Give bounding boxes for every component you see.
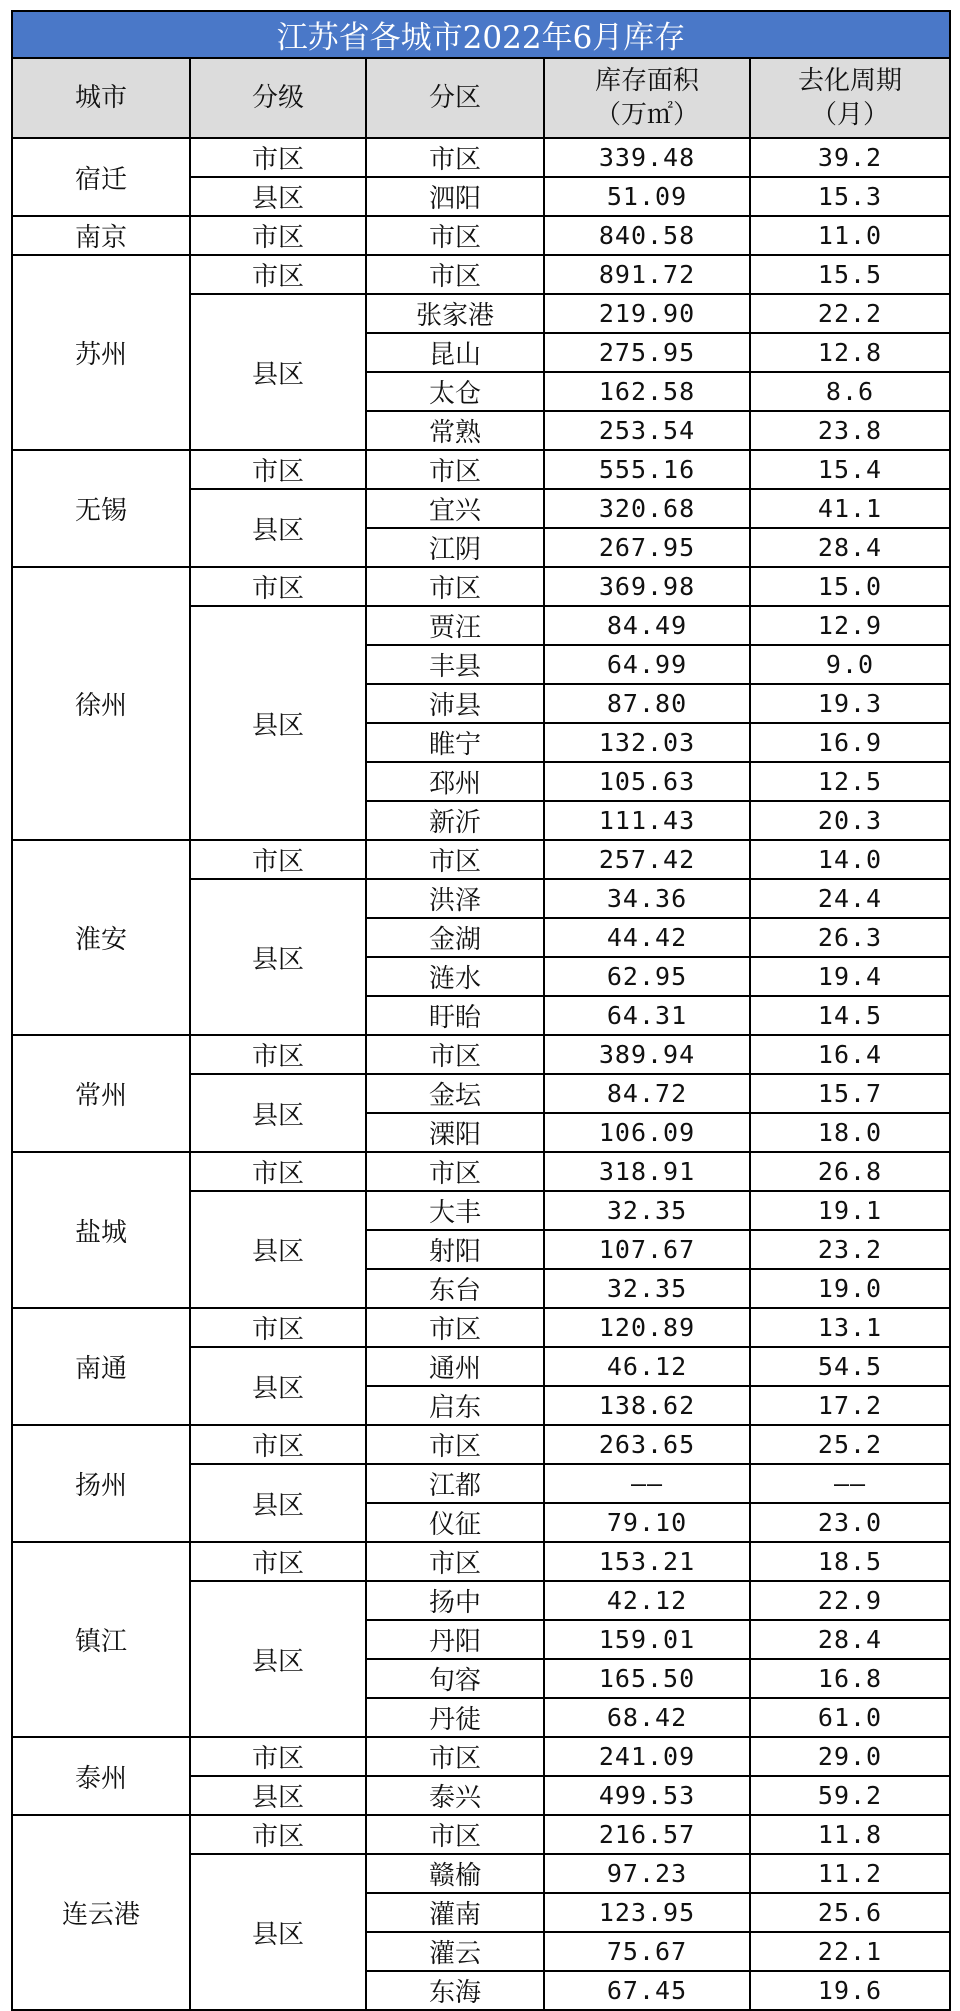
table-body [12,11,950,2010]
inventory-area-cell: 97.23 [544,1854,750,1893]
level-cell: 县区 [190,606,366,840]
level-cell: 市区 [190,1815,366,1854]
inventory-area-cell: 123.95 [544,1893,750,1932]
inventory-area-cell: 132.03 [544,723,750,762]
inventory-area-cell: 159.01 [544,1620,750,1659]
sell-cycle-cell: 15.4 [750,450,950,489]
level-cell: 县区 [190,294,366,450]
sell-cycle-cell: 8.6 [750,372,950,411]
district-cell: 市区 [366,255,544,294]
level-cell: 市区 [190,1542,366,1581]
sell-cycle-cell: 9.0 [750,645,950,684]
district-cell: 丹徒 [366,1698,544,1737]
district-cell: 宜兴 [366,489,544,528]
level-cell: 县区 [190,489,366,567]
sell-cycle-cell: 14.5 [750,996,950,1035]
level-cell: 县区 [190,1074,366,1152]
inventory-area-cell: 42.12 [544,1581,750,1620]
level-cell: 市区 [190,1035,366,1074]
inventory-area-cell: 34.36 [544,879,750,918]
district-cell: 泰兴 [366,1776,544,1815]
district-cell: 常熟 [366,411,544,450]
district-cell: 赣榆 [366,1854,544,1893]
inventory-area-cell: 87.80 [544,684,750,723]
inventory-area-cell: 891.72 [544,255,750,294]
inventory-table-container [11,10,949,2011]
sell-cycle-cell: 12.9 [750,606,950,645]
city-cell: 徐州 [12,567,190,840]
city-cell: 南京 [12,216,190,255]
header-inventory [544,58,750,138]
header-level [190,58,366,138]
district-cell: 市区 [366,1308,544,1347]
level-cell: 市区 [190,216,366,255]
inventory-area-cell: 105.63 [544,762,750,801]
district-cell: 睢宁 [366,723,544,762]
city-cell: 苏州 [12,255,190,450]
district-cell: 东台 [366,1269,544,1308]
header-cycle-line2: （月） [810,100,889,130]
level-cell: 市区 [190,1308,366,1347]
inventory-area-cell: 64.31 [544,996,750,1035]
district-cell: 通州 [366,1347,544,1386]
sell-cycle-cell: 19.6 [750,1971,950,2010]
inventory-area-cell: 253.54 [544,411,750,450]
sell-cycle-cell: 15.0 [750,567,950,606]
inventory-area-cell: 165.50 [544,1659,750,1698]
level-cell: 市区 [190,450,366,489]
district-cell: 江都 [366,1464,544,1503]
level-cell: 市区 [190,255,366,294]
sell-cycle-cell: 19.4 [750,957,950,996]
table-row [12,138,950,177]
table-row [12,1425,950,1464]
table-row [12,840,950,879]
table-row [12,216,950,255]
sell-cycle-cell: 15.3 [750,177,950,216]
city-cell: 常州 [12,1035,190,1152]
sell-cycle-cell: 54.5 [750,1347,950,1386]
district-cell: 丹阳 [366,1620,544,1659]
header-city [12,58,190,138]
inventory-area-cell: 263.65 [544,1425,750,1464]
district-cell: 太仓 [366,372,544,411]
city-cell: 盐城 [12,1152,190,1308]
sell-cycle-cell: 11.8 [750,1815,950,1854]
sell-cycle-cell: 26.3 [750,918,950,957]
district-cell: 盱眙 [366,996,544,1035]
sell-cycle-cell: 23.2 [750,1230,950,1269]
sell-cycle-cell: 12.5 [750,762,950,801]
district-cell: 金坛 [366,1074,544,1113]
sell-cycle-cell: 16.4 [750,1035,950,1074]
table-row [12,1737,950,1776]
inventory-area-cell: 499.53 [544,1776,750,1815]
sell-cycle-cell: 19.3 [750,684,950,723]
district-cell: 市区 [366,1425,544,1464]
district-cell: 射阳 [366,1230,544,1269]
header-inventory-line2: （万㎡） [594,100,699,130]
table-row [12,1035,950,1074]
district-cell: 大丰 [366,1191,544,1230]
inventory-table [11,10,951,2011]
district-cell: 新沂 [366,801,544,840]
inventory-area-cell: 84.49 [544,606,750,645]
sell-cycle-cell: 25.2 [750,1425,950,1464]
district-cell: 句容 [366,1659,544,1698]
level-cell: 县区 [190,1581,366,1737]
city-cell: 扬州 [12,1425,190,1542]
sell-cycle-cell: 16.9 [750,723,950,762]
district-cell: 沛县 [366,684,544,723]
city-cell: 南通 [12,1308,190,1425]
district-cell: 丰县 [366,645,544,684]
sell-cycle-cell: 24.4 [750,879,950,918]
inventory-area-cell: 64.99 [544,645,750,684]
inventory-area-cell: 389.94 [544,1035,750,1074]
inventory-area-cell: 162.58 [544,372,750,411]
table-title: 江苏省各城市2022年6月库存 [12,11,950,58]
district-cell: 市区 [366,1542,544,1581]
table-row [12,1308,950,1347]
inventory-area-cell: 46.12 [544,1347,750,1386]
inventory-area-cell: 241.09 [544,1737,750,1776]
sell-cycle-cell: 59.2 [750,1776,950,1815]
district-cell: 灌南 [366,1893,544,1932]
inventory-area-cell: 153.21 [544,1542,750,1581]
inventory-area-cell: 107.67 [544,1230,750,1269]
inventory-area-cell: 339.48 [544,138,750,177]
header-district-text: 分区 [428,83,481,113]
inventory-area-cell: 84.72 [544,1074,750,1113]
sell-cycle-cell: —— [750,1464,950,1503]
district-cell: 市区 [366,1815,544,1854]
inventory-area-cell: 67.45 [544,1971,750,2010]
header-inventory-line1: 库存面积 [594,66,699,96]
district-cell: 市区 [366,1152,544,1191]
sell-cycle-cell: 28.4 [750,528,950,567]
inventory-area-cell: 106.09 [544,1113,750,1152]
inventory-area-cell: 44.42 [544,918,750,957]
district-cell: 东海 [366,1971,544,2010]
level-cell: 市区 [190,1152,366,1191]
header-cycle-line1: 去化周期 [797,66,902,96]
sell-cycle-cell: 11.0 [750,216,950,255]
inventory-area-cell: 369.98 [544,567,750,606]
header-cycle [750,58,950,138]
inventory-area-cell: 840.58 [544,216,750,255]
district-cell: 仪征 [366,1503,544,1542]
inventory-area-cell: 275.95 [544,333,750,372]
level-cell: 市区 [190,840,366,879]
inventory-area-cell: 79.10 [544,1503,750,1542]
level-cell: 县区 [190,1347,366,1425]
district-cell: 市区 [366,1035,544,1074]
district-cell: 邳州 [366,762,544,801]
district-cell: 张家港 [366,294,544,333]
table-row [12,255,950,294]
sell-cycle-cell: 29.0 [750,1737,950,1776]
sell-cycle-cell: 19.0 [750,1269,950,1308]
district-cell: 昆山 [366,333,544,372]
inventory-area-cell: 320.68 [544,489,750,528]
sell-cycle-cell: 13.1 [750,1308,950,1347]
sell-cycle-cell: 12.8 [750,333,950,372]
district-cell: 市区 [366,1737,544,1776]
inventory-area-cell: 219.90 [544,294,750,333]
table-row [12,1542,950,1581]
level-cell: 市区 [190,1425,366,1464]
city-cell: 淮安 [12,840,190,1035]
district-cell: 市区 [366,216,544,255]
table-row [12,1152,950,1191]
district-cell: 金湖 [366,918,544,957]
sell-cycle-cell: 11.2 [750,1854,950,1893]
inventory-area-cell: 216.57 [544,1815,750,1854]
sell-cycle-cell: 19.1 [750,1191,950,1230]
district-cell: 江阴 [366,528,544,567]
district-cell: 泗阳 [366,177,544,216]
district-cell: 启东 [366,1386,544,1425]
header-level-text: 分级 [251,83,304,113]
header-row [12,58,950,138]
sell-cycle-cell: 18.5 [750,1542,950,1581]
level-cell: 市区 [190,567,366,606]
district-cell: 扬中 [366,1581,544,1620]
sell-cycle-cell: 20.3 [750,801,950,840]
inventory-area-cell: 62.95 [544,957,750,996]
sell-cycle-cell: 14.0 [750,840,950,879]
city-cell: 连云港 [12,1815,190,2010]
sell-cycle-cell: 15.7 [750,1074,950,1113]
inventory-area-cell: 111.43 [544,801,750,840]
sell-cycle-cell: 22.9 [750,1581,950,1620]
header-district [366,58,544,138]
district-cell: 灌云 [366,1932,544,1971]
sell-cycle-cell: 22.1 [750,1932,950,1971]
city-cell: 泰州 [12,1737,190,1815]
inventory-area-cell: 555.16 [544,450,750,489]
level-cell: 市区 [190,138,366,177]
district-cell: 贾汪 [366,606,544,645]
sell-cycle-cell: 22.2 [750,294,950,333]
sell-cycle-cell: 26.8 [750,1152,950,1191]
inventory-area-cell: 318.91 [544,1152,750,1191]
inventory-area-cell: 267.95 [544,528,750,567]
level-cell: 县区 [190,1464,366,1542]
sell-cycle-cell: 23.8 [750,411,950,450]
title-row [12,11,950,58]
sell-cycle-cell: 16.8 [750,1659,950,1698]
inventory-area-cell: —— [544,1464,750,1503]
sell-cycle-cell: 18.0 [750,1113,950,1152]
sell-cycle-cell: 39.2 [750,138,950,177]
sell-cycle-cell: 28.4 [750,1620,950,1659]
level-cell: 县区 [190,1191,366,1308]
inventory-area-cell: 138.62 [544,1386,750,1425]
district-cell: 洪泽 [366,879,544,918]
district-cell: 市区 [366,138,544,177]
city-cell: 镇江 [12,1542,190,1737]
inventory-area-cell: 51.09 [544,177,750,216]
district-cell: 市区 [366,450,544,489]
inventory-area-cell: 120.89 [544,1308,750,1347]
inventory-area-cell: 32.35 [544,1191,750,1230]
sell-cycle-cell: 25.6 [750,1893,950,1932]
sell-cycle-cell: 17.2 [750,1386,950,1425]
level-cell: 县区 [190,177,366,216]
district-cell: 市区 [366,567,544,606]
sell-cycle-cell: 15.5 [750,255,950,294]
level-cell: 县区 [190,879,366,1035]
level-cell: 县区 [190,1854,366,2010]
table-row [12,567,950,606]
inventory-area-cell: 75.67 [544,1932,750,1971]
district-cell: 涟水 [366,957,544,996]
inventory-area-cell: 257.42 [544,840,750,879]
table-row [12,450,950,489]
sell-cycle-cell: 41.1 [750,489,950,528]
level-cell: 县区 [190,1776,366,1815]
district-cell: 溧阳 [366,1113,544,1152]
city-cell: 宿迁 [12,138,190,216]
district-cell: 市区 [366,840,544,879]
inventory-area-cell: 68.42 [544,1698,750,1737]
inventory-area-cell: 32.35 [544,1269,750,1308]
sell-cycle-cell: 23.0 [750,1503,950,1542]
table-row [12,1815,950,1854]
header-city-text: 城市 [74,83,127,113]
city-cell: 无锡 [12,450,190,567]
level-cell: 市区 [190,1737,366,1776]
sell-cycle-cell: 61.0 [750,1698,950,1737]
